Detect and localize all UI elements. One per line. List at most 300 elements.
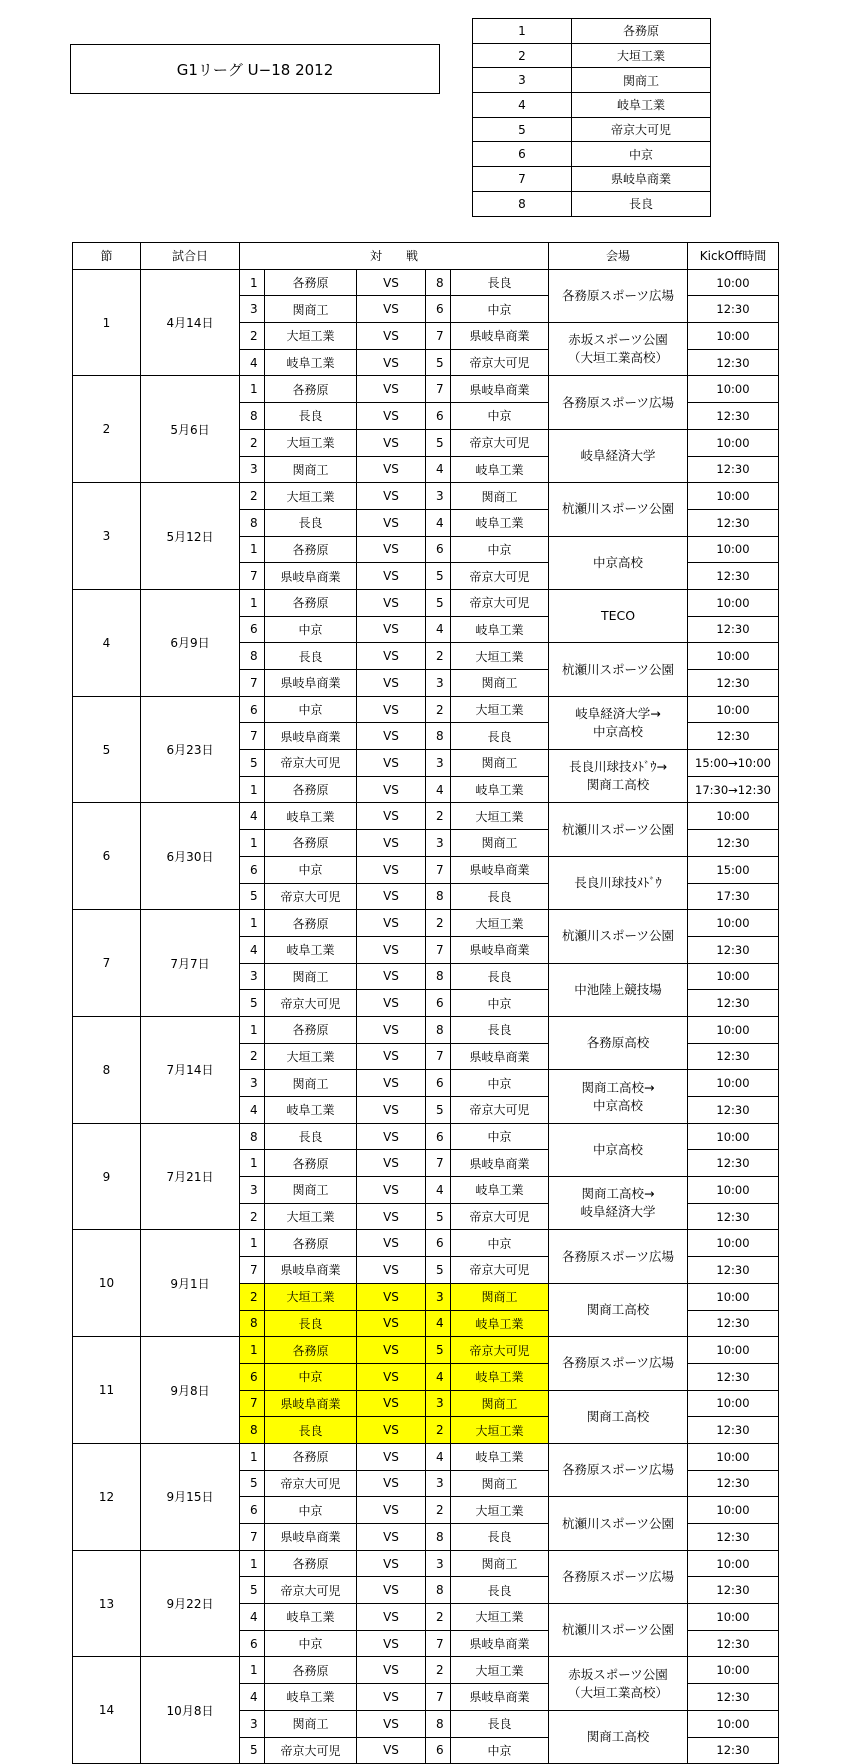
home-team-number: 3: [240, 1070, 265, 1097]
kickoff-time: 12:30: [688, 563, 779, 590]
home-team: 各務原: [265, 269, 357, 296]
away-team: 岐阜工業: [451, 776, 549, 803]
home-team: 中京: [265, 1363, 357, 1390]
home-team: 中京: [265, 1630, 357, 1657]
home-team-number: 1: [240, 830, 265, 857]
home-team-number: 1: [240, 589, 265, 616]
match-date: 9月22日: [141, 1550, 240, 1657]
vs-label: VS: [357, 1177, 426, 1204]
away-team-number: 7: [426, 323, 451, 350]
away-team-number: 7: [426, 1150, 451, 1177]
kickoff-time: 10:00: [688, 376, 779, 403]
match-date: 9月1日: [141, 1230, 240, 1337]
away-team-number: 3: [426, 1470, 451, 1497]
match-date: 9月8日: [141, 1337, 240, 1444]
away-team-number: 7: [426, 1630, 451, 1657]
home-team-number: 2: [240, 1203, 265, 1230]
vs-label: VS: [357, 1283, 426, 1310]
team-name: 帝京大可児: [572, 117, 711, 142]
team-row: [473, 167, 711, 192]
venue: 杭瀬川スポーツ公園: [549, 910, 688, 963]
header-round: 節: [73, 243, 141, 270]
away-team: 中京: [451, 296, 549, 323]
away-team: 岐阜工業: [451, 1363, 549, 1390]
home-team-number: 7: [240, 1524, 265, 1551]
kickoff-time: 10:00: [688, 323, 779, 350]
round-number: 11: [73, 1337, 141, 1444]
away-team: 長良: [451, 883, 549, 910]
away-team: 中京: [451, 403, 549, 430]
team-row: [473, 19, 711, 44]
away-team: 関商工: [451, 830, 549, 857]
kickoff-time: 12:30: [688, 723, 779, 750]
kickoff-time: 10:00: [688, 803, 779, 830]
away-team: 帝京大可児: [451, 1257, 549, 1284]
home-team-number: 5: [240, 883, 265, 910]
kickoff-time: 10:00: [688, 1070, 779, 1097]
home-team-number: 3: [240, 456, 265, 483]
vs-label: VS: [357, 1604, 426, 1631]
kickoff-time: 10:00: [688, 696, 779, 723]
vs-label: VS: [357, 1070, 426, 1097]
away-team: 中京: [451, 990, 549, 1017]
round-number: 9: [73, 1123, 141, 1230]
away-team: 中京: [451, 1737, 549, 1764]
venue: 長良川球技ﾒﾄﾞｳ: [549, 856, 688, 909]
kickoff-time: 17:30→12:30: [688, 776, 779, 803]
vs-label: VS: [357, 509, 426, 536]
venue: 各務原スポーツ広場: [549, 1550, 688, 1603]
home-team-number: 1: [240, 1230, 265, 1257]
away-team-number: 6: [426, 1230, 451, 1257]
vs-label: VS: [357, 1016, 426, 1043]
vs-label: VS: [357, 1363, 426, 1390]
venue: 各務原スポーツ広場: [549, 376, 688, 429]
away-team: 大垣工業: [451, 1604, 549, 1631]
team-number: 8: [473, 191, 572, 216]
away-team-number: 4: [426, 616, 451, 643]
kickoff-time: 10:00: [688, 1657, 779, 1684]
home-team-number: 1: [240, 269, 265, 296]
away-team-number: 5: [426, 1257, 451, 1284]
team-name: 中京: [572, 142, 711, 167]
venue: 各務原スポーツ広場: [549, 269, 688, 322]
venue: 各務原高校: [549, 1016, 688, 1069]
home-team: 中京: [265, 1497, 357, 1524]
kickoff-time: 10:00: [688, 269, 779, 296]
away-team-number: 3: [426, 830, 451, 857]
vs-label: VS: [357, 589, 426, 616]
match-date: 7月21日: [141, 1123, 240, 1230]
kickoff-time: 12:30: [688, 990, 779, 1017]
home-team-number: 8: [240, 1310, 265, 1337]
away-team: 帝京大可児: [451, 1337, 549, 1364]
home-team-number: 5: [240, 1577, 265, 1604]
home-team-number: 7: [240, 1257, 265, 1284]
away-team-number: 4: [426, 1363, 451, 1390]
home-team: 大垣工業: [265, 1203, 357, 1230]
kickoff-time: 12:30: [688, 296, 779, 323]
away-team-number: 8: [426, 1524, 451, 1551]
page-title: G1リーグ U−18 2012: [70, 44, 440, 94]
vs-label: VS: [357, 1497, 426, 1524]
round-number: 8: [73, 1016, 141, 1123]
vs-label: VS: [357, 403, 426, 430]
kickoff-time: 12:30: [688, 616, 779, 643]
away-team: 岐阜工業: [451, 1310, 549, 1337]
away-team: 中京: [451, 1230, 549, 1257]
away-team: 岐阜工業: [451, 616, 549, 643]
match-row: [73, 1337, 779, 1364]
home-team: 長良: [265, 509, 357, 536]
away-team: 関商工: [451, 1390, 549, 1417]
kickoff-time: 12:30: [688, 456, 779, 483]
home-team-number: 1: [240, 910, 265, 937]
kickoff-time: 12:30: [688, 1043, 779, 1070]
team-name: 各務原: [572, 19, 711, 44]
home-team-number: 8: [240, 643, 265, 670]
round-number: 1: [73, 269, 141, 376]
vs-label: VS: [357, 1684, 426, 1711]
home-team-number: 3: [240, 1710, 265, 1737]
vs-label: VS: [357, 1203, 426, 1230]
away-team: 長良: [451, 1710, 549, 1737]
kickoff-time: 12:30: [688, 403, 779, 430]
home-team-number: 8: [240, 509, 265, 536]
vs-label: VS: [357, 1123, 426, 1150]
kickoff-time: 12:30: [688, 509, 779, 536]
home-team-number: 3: [240, 1177, 265, 1204]
team-number: 7: [473, 167, 572, 192]
home-team-number: 2: [240, 483, 265, 510]
venue: 長良川球技ﾒﾄﾞｳ→ 関商工高校: [549, 750, 688, 803]
kickoff-time: 10:00: [688, 1710, 779, 1737]
venue: 岐阜経済大学: [549, 429, 688, 482]
home-team-number: 3: [240, 963, 265, 990]
round-number: 13: [73, 1550, 141, 1657]
home-team: 各務原: [265, 1016, 357, 1043]
venue: 赤坂スポーツ公園 （大垣工業高校）: [549, 1657, 688, 1710]
home-team-number: 4: [240, 1684, 265, 1711]
home-team-number: 8: [240, 403, 265, 430]
kickoff-time: 10:00: [688, 483, 779, 510]
away-team-number: 4: [426, 776, 451, 803]
away-team: 県岐阜商業: [451, 376, 549, 403]
match-date: 7月14日: [141, 1016, 240, 1123]
away-team: 長良: [451, 963, 549, 990]
away-team: 大垣工業: [451, 1497, 549, 1524]
away-team: 岐阜工業: [451, 456, 549, 483]
away-team-number: 2: [426, 1417, 451, 1444]
kickoff-time: 10:00: [688, 429, 779, 456]
vs-label: VS: [357, 1470, 426, 1497]
vs-label: VS: [357, 963, 426, 990]
round-number: 3: [73, 483, 141, 590]
vs-label: VS: [357, 536, 426, 563]
vs-label: VS: [357, 643, 426, 670]
venue: 関商工高校→ 中京高校: [549, 1070, 688, 1123]
away-team: 大垣工業: [451, 910, 549, 937]
header-kickoff: KickOff時間: [688, 243, 779, 270]
vs-label: VS: [357, 883, 426, 910]
away-team-number: 7: [426, 1043, 451, 1070]
venue: 杭瀬川スポーツ公園: [549, 1604, 688, 1657]
vs-label: VS: [357, 616, 426, 643]
away-team: 岐阜工業: [451, 509, 549, 536]
home-team: 県岐阜商業: [265, 1390, 357, 1417]
venue: 杭瀬川スポーツ公園: [549, 1497, 688, 1550]
home-team: 各務原: [265, 589, 357, 616]
kickoff-time: 12:30: [688, 1524, 779, 1551]
away-team-number: 3: [426, 1283, 451, 1310]
kickoff-time: 12:30: [688, 1150, 779, 1177]
away-team-number: 8: [426, 883, 451, 910]
away-team: 帝京大可児: [451, 429, 549, 456]
match-date: 6月23日: [141, 696, 240, 803]
venue: 関商工高校: [549, 1710, 688, 1763]
home-team-number: 8: [240, 1417, 265, 1444]
kickoff-time: 10:00: [688, 1016, 779, 1043]
kickoff-time: 12:30: [688, 1363, 779, 1390]
kickoff-time: 10:00: [688, 643, 779, 670]
away-team-number: 5: [426, 1337, 451, 1364]
away-team: 県岐阜商業: [451, 1043, 549, 1070]
home-team: 長良: [265, 403, 357, 430]
home-team: 帝京大可児: [265, 750, 357, 777]
home-team-number: 7: [240, 1390, 265, 1417]
home-team-number: 6: [240, 1497, 265, 1524]
home-team-number: 8: [240, 1123, 265, 1150]
away-team: 帝京大可児: [451, 563, 549, 590]
home-team: 各務原: [265, 1550, 357, 1577]
vs-label: VS: [357, 856, 426, 883]
home-team: 帝京大可児: [265, 1737, 357, 1764]
match-date: 6月30日: [141, 803, 240, 910]
kickoff-time: 12:30: [688, 1417, 779, 1444]
away-team: 長良: [451, 723, 549, 750]
kickoff-time: 10:00: [688, 1497, 779, 1524]
vs-label: VS: [357, 296, 426, 323]
away-team-number: 6: [426, 403, 451, 430]
away-team: 中京: [451, 1123, 549, 1150]
away-team-number: 2: [426, 1497, 451, 1524]
venue: TECO: [549, 589, 688, 642]
kickoff-time: 12:30: [688, 1470, 779, 1497]
vs-label: VS: [357, 1257, 426, 1284]
kickoff-time: 15:00: [688, 856, 779, 883]
away-team: 県岐阜商業: [451, 1684, 549, 1711]
round-number: 10: [73, 1230, 141, 1337]
away-team-number: 6: [426, 1070, 451, 1097]
vs-label: VS: [357, 1097, 426, 1124]
home-team: 帝京大可児: [265, 1577, 357, 1604]
away-team-number: 4: [426, 509, 451, 536]
home-team: 各務原: [265, 1150, 357, 1177]
home-team: 各務原: [265, 1657, 357, 1684]
kickoff-time: 10:00: [688, 536, 779, 563]
away-team-number: 8: [426, 269, 451, 296]
home-team-number: 1: [240, 1657, 265, 1684]
home-team-number: 6: [240, 856, 265, 883]
away-team-number: 6: [426, 536, 451, 563]
match-date: 5月12日: [141, 483, 240, 590]
away-team-number: 4: [426, 1443, 451, 1470]
team-row: [473, 43, 711, 68]
team-number: 1: [473, 19, 572, 44]
vs-label: VS: [357, 776, 426, 803]
away-team: 県岐阜商業: [451, 856, 549, 883]
home-team: 県岐阜商業: [265, 563, 357, 590]
header-venue: 会場: [549, 243, 688, 270]
match-row: [73, 589, 779, 616]
team-number: 3: [473, 68, 572, 93]
kickoff-time: 12:30: [688, 1577, 779, 1604]
away-team-number: 2: [426, 910, 451, 937]
home-team-number: 5: [240, 1470, 265, 1497]
home-team: 関商工: [265, 1070, 357, 1097]
vs-label: VS: [357, 269, 426, 296]
schedule-header-row: [73, 243, 779, 270]
vs-label: VS: [357, 990, 426, 1017]
home-team: 県岐阜商業: [265, 670, 357, 697]
match-date: 6月9日: [141, 589, 240, 696]
team-row: [473, 68, 711, 93]
team-number: 4: [473, 93, 572, 118]
match-date: 4月14日: [141, 269, 240, 376]
away-team-number: 8: [426, 1577, 451, 1604]
round-number: 6: [73, 803, 141, 910]
home-team: 県岐阜商業: [265, 1257, 357, 1284]
vs-label: VS: [357, 936, 426, 963]
away-team: 帝京大可児: [451, 1203, 549, 1230]
venue: 赤坂スポーツ公園 （大垣工業高校）: [549, 323, 688, 376]
home-team: 各務原: [265, 910, 357, 937]
home-team-number: 2: [240, 1283, 265, 1310]
home-team: 岐阜工業: [265, 803, 357, 830]
away-team-number: 8: [426, 1710, 451, 1737]
round-number: 7: [73, 910, 141, 1017]
match-date: 9月15日: [141, 1443, 240, 1550]
kickoff-time: 10:00: [688, 1123, 779, 1150]
venue: 中京高校: [549, 536, 688, 589]
away-team: 関商工: [451, 1550, 549, 1577]
away-team: 帝京大可児: [451, 589, 549, 616]
home-team-number: 5: [240, 750, 265, 777]
home-team: 長良: [265, 1310, 357, 1337]
away-team-number: 8: [426, 723, 451, 750]
away-team-number: 5: [426, 589, 451, 616]
kickoff-time: 12:30: [688, 936, 779, 963]
away-team-number: 2: [426, 696, 451, 723]
kickoff-time: 10:00: [688, 1177, 779, 1204]
match-row: [73, 803, 779, 830]
home-team-number: 3: [240, 296, 265, 323]
away-team-number: 8: [426, 963, 451, 990]
home-team-number: 1: [240, 376, 265, 403]
vs-label: VS: [357, 696, 426, 723]
round-number: 12: [73, 1443, 141, 1550]
home-team-number: 7: [240, 563, 265, 590]
home-team: 各務原: [265, 1443, 357, 1470]
away-team: 関商工: [451, 1283, 549, 1310]
home-team: 大垣工業: [265, 1283, 357, 1310]
vs-label: VS: [357, 1390, 426, 1417]
match-row: [73, 1657, 779, 1684]
schedule-table: [72, 242, 779, 1764]
away-team: 関商工: [451, 483, 549, 510]
match-date: 7月7日: [141, 910, 240, 1017]
kickoff-time: 12:30: [688, 1737, 779, 1764]
away-team: 大垣工業: [451, 696, 549, 723]
match-date: 10月8日: [141, 1657, 240, 1764]
venue: 杭瀬川スポーツ公園: [549, 643, 688, 696]
away-team-number: 8: [426, 1016, 451, 1043]
match-row: [73, 1016, 779, 1043]
away-team-number: 5: [426, 429, 451, 456]
kickoff-time: 10:00: [688, 1604, 779, 1631]
home-team: 中京: [265, 696, 357, 723]
venue: 関商工高校→ 岐阜経済大学: [549, 1177, 688, 1230]
home-team: 岐阜工業: [265, 1097, 357, 1124]
kickoff-time: 10:00: [688, 1443, 779, 1470]
home-team-number: 5: [240, 990, 265, 1017]
vs-label: VS: [357, 563, 426, 590]
home-team-number: 2: [240, 323, 265, 350]
away-team: 県岐阜商業: [451, 1150, 549, 1177]
venue: 中池陸上競技場: [549, 963, 688, 1016]
kickoff-time: 15:00→10:00: [688, 750, 779, 777]
venue: 各務原スポーツ広場: [549, 1443, 688, 1496]
home-team: 県岐阜商業: [265, 723, 357, 750]
venue: 各務原スポーツ広場: [549, 1337, 688, 1390]
away-team: 中京: [451, 1070, 549, 1097]
home-team-number: 1: [240, 1150, 265, 1177]
home-team: 帝京大可児: [265, 883, 357, 910]
venue: 関商工高校: [549, 1390, 688, 1443]
home-team: 長良: [265, 1417, 357, 1444]
away-team-number: 6: [426, 1123, 451, 1150]
away-team: 長良: [451, 1577, 549, 1604]
away-team-number: 4: [426, 1177, 451, 1204]
kickoff-time: 10:00: [688, 1230, 779, 1257]
away-team-number: 4: [426, 1310, 451, 1337]
away-team: 県岐阜商業: [451, 1630, 549, 1657]
away-team-number: 2: [426, 803, 451, 830]
away-team: 大垣工業: [451, 1417, 549, 1444]
home-team-number: 1: [240, 536, 265, 563]
vs-label: VS: [357, 910, 426, 937]
kickoff-time: 12:30: [688, 1203, 779, 1230]
team-row: [473, 93, 711, 118]
home-team: 関商工: [265, 963, 357, 990]
vs-label: VS: [357, 429, 426, 456]
away-team: 帝京大可児: [451, 1097, 549, 1124]
away-team-number: 6: [426, 990, 451, 1017]
home-team: 帝京大可児: [265, 1470, 357, 1497]
away-team-number: 7: [426, 856, 451, 883]
vs-label: VS: [357, 1524, 426, 1551]
team-name: 関商工: [572, 68, 711, 93]
match-row: [73, 1123, 779, 1150]
team-row: [473, 191, 711, 216]
vs-label: VS: [357, 1310, 426, 1337]
vs-label: VS: [357, 1230, 426, 1257]
away-team: 大垣工業: [451, 643, 549, 670]
vs-label: VS: [357, 670, 426, 697]
match-row: [73, 910, 779, 937]
home-team: 関商工: [265, 296, 357, 323]
home-team-number: 1: [240, 1443, 265, 1470]
